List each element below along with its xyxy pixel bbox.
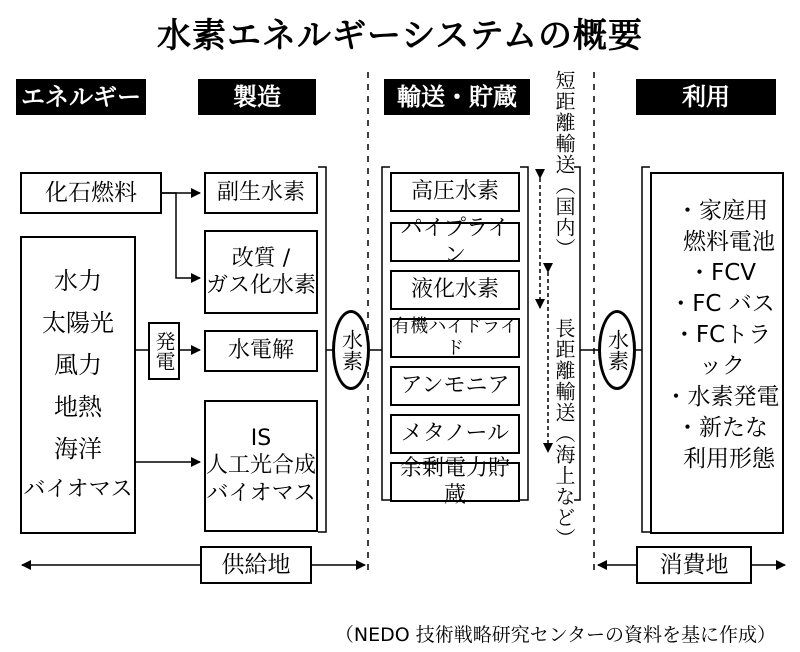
renewables-list	[23, 266, 132, 504]
transport-method-label: パイプライン	[400, 215, 510, 268]
short-distance-label: 短距離輸送（国内）	[552, 70, 576, 259]
hydrogen-label: 水素	[605, 329, 630, 371]
transport-method-box	[390, 270, 520, 310]
transport-method-label: 液化水素	[410, 277, 499, 303]
transport-method-box	[390, 366, 520, 406]
transport-method-box	[390, 172, 520, 212]
header-energy-source: エネルギー源	[16, 79, 146, 115]
header-usage: 利用	[636, 79, 776, 115]
transport-bracket	[382, 167, 390, 500]
supply-site-box	[200, 546, 312, 584]
electrolysis-box	[204, 330, 318, 372]
transport-method-box	[390, 315, 520, 359]
surplus-storage-box	[390, 455, 520, 508]
transport-method-box	[390, 414, 520, 454]
other-production-item: 人工光合成	[206, 453, 317, 479]
long-distance-label: 長距離輸送（海上など）	[552, 318, 576, 549]
hydrogen-node-usage	[598, 310, 636, 390]
usage-item: ・FCトラック	[672, 322, 772, 380]
byproduct-hydrogen-box	[204, 172, 318, 214]
supply-site-label: 供給地	[221, 551, 291, 578]
other-production-item: IS	[250, 425, 272, 451]
hydrogen-node-supply	[332, 310, 370, 390]
transport-method-box	[390, 215, 520, 268]
usage-item: ・水素発電	[664, 384, 780, 411]
reforming-box	[204, 230, 318, 314]
usage-box	[650, 172, 784, 534]
usage-item: ・家庭用	[676, 198, 768, 224]
usage-item: ・FCV	[687, 260, 757, 287]
header-production: 製造	[198, 79, 316, 115]
power-generation-box	[148, 322, 180, 380]
transport-method-label: メタノール	[400, 421, 510, 447]
consumption-site-box	[636, 546, 752, 584]
page-title: 水素エネルギーシステムの概要	[157, 16, 643, 56]
byproduct-hydrogen-label: 副生水素	[216, 180, 305, 206]
usage-item: ・新たな	[676, 415, 768, 442]
renewables-box	[20, 236, 136, 534]
reforming-label-2: ガス化水素	[206, 273, 317, 298]
arrow-fossil-to-reforming	[162, 193, 200, 278]
consumption-site-label: 消費地	[659, 551, 729, 578]
header-transport-storage: 輸送・貯蔵	[384, 79, 530, 115]
renewable-item: 風力	[54, 351, 102, 380]
transport-method-label: 高圧水素	[410, 179, 499, 205]
usage-bracket	[642, 167, 650, 532]
source-note: （NEDO 技術戦略研究センターの資料を基に作成）	[334, 624, 776, 646]
renewable-item: 地熱	[54, 393, 102, 422]
hydrogen-label: 水素	[339, 329, 364, 371]
transport-method-label: 有機ハイドライド	[392, 315, 518, 359]
usage-item: 燃料電池	[683, 229, 775, 256]
usage-list	[662, 196, 782, 475]
power-generation-label: 発電	[152, 331, 176, 371]
transport-method-label: アンモニア	[400, 373, 510, 399]
fossil-fuel-box	[20, 172, 162, 214]
reforming-label-1: 改質 /	[231, 245, 291, 271]
usage-item: 利用形態	[683, 446, 775, 473]
renewable-item: 水力	[54, 267, 102, 296]
surplus-storage-label: 余剰電力貯蔵	[399, 455, 510, 508]
other-production-box	[204, 400, 318, 532]
electrolysis-label: 水電解	[227, 338, 294, 364]
production-bracket	[318, 167, 326, 532]
other-production-item: バイオマス	[206, 480, 316, 506]
renewable-item: バイオマス	[23, 477, 133, 503]
renewable-item: 太陽光	[42, 309, 114, 338]
renewable-item: 海洋	[54, 435, 102, 464]
fossil-fuel-label: 化石燃料	[45, 179, 137, 206]
usage-item: ・FC バス	[669, 291, 775, 318]
